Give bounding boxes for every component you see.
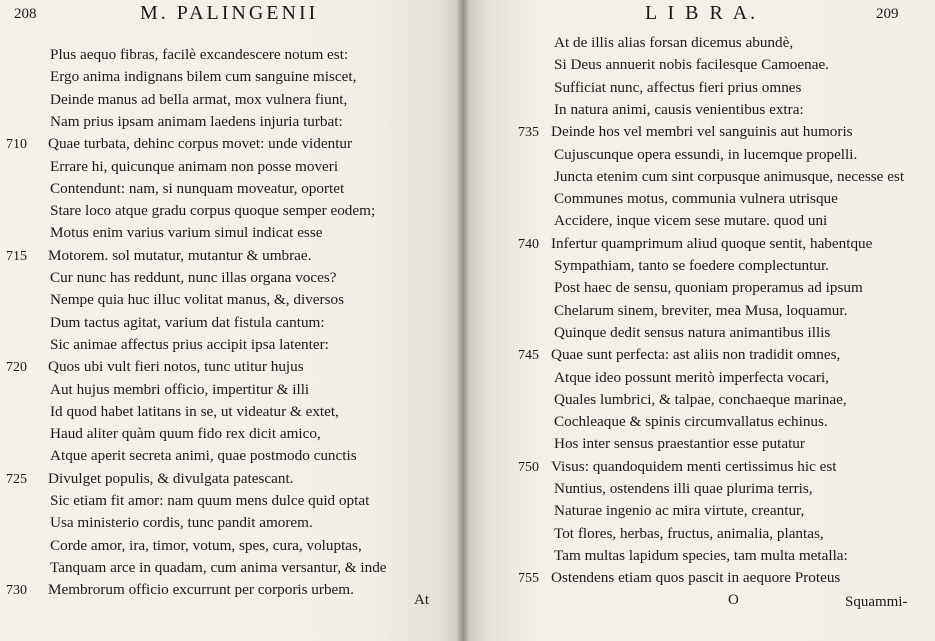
- line-number: 735: [518, 125, 539, 141]
- right-page: [462, 0, 935, 641]
- line-number: 730: [6, 583, 27, 599]
- line-number: 745: [518, 348, 539, 364]
- verse-line: Sic etiam fit amor: nam quum mens dulce quid optat: [50, 492, 370, 509]
- verse-line: Nempe quia huc illuc volitat manus, &, diversos: [50, 291, 344, 309]
- verse-line: Atque aperit secreta animi, quae postmodo cunctis: [50, 447, 357, 465]
- verse-line: Communes motus, communia vulnera utrisque: [554, 190, 838, 208]
- line-number: 740: [518, 236, 539, 252]
- verse-line: Cochleaque & spinis circumvallatus echinus.: [554, 413, 828, 431]
- verse-line: Quales lumbrici, & talpae, conchaeque marinae,: [554, 390, 847, 408]
- line-number: 715: [6, 248, 27, 264]
- verse-line: Visus: quandoquidem menti certissimus hic est: [551, 457, 837, 475]
- right-page-number: 209: [876, 6, 899, 22]
- verse-line: Nuntius, ostendens illi quae plurima terris,: [554, 480, 813, 497]
- left-page-number: 208: [14, 6, 37, 22]
- left-catchword: At: [414, 592, 429, 608]
- verse-line: Aut hujus membri officio, impertitur & illi: [50, 380, 310, 398]
- verse-line: Quos ubi vult fieri notos, tunc utitur hujus: [48, 358, 304, 376]
- verse-line: Ostendens etiam quos pascit in aequore Proteus: [551, 569, 841, 587]
- verse-line: Haud aliter quàm quum fido rex dicit amico,: [50, 425, 321, 443]
- line-number: 755: [518, 571, 539, 587]
- left-running-head: M. PALINGENII: [140, 2, 319, 24]
- verse-line: Juncta etenim cum sint corpusque animusque, necesse est: [554, 167, 905, 185]
- verse-line: Tam multas lapidum species, tam multa metalla:: [554, 546, 848, 564]
- verse-line: Chelarum sinem, breviter, mea Musa, loquamur.: [554, 301, 848, 319]
- verse-line: Corde amor, ira, timor, votum, spes, cura, voluptas,: [50, 536, 362, 554]
- right-signature-mark: O: [728, 592, 739, 608]
- line-number: 725: [6, 471, 27, 487]
- left-page: [0, 0, 462, 641]
- verse-line: Quinque dedit sensus natura animantibus illis: [554, 323, 831, 341]
- verse-line: Nam prius ipsam animam laedens injuria turbat:: [50, 112, 343, 130]
- verse-line: Divulget populis, & divulgata patescant.: [48, 469, 294, 487]
- verse-line: Contendunt: nam, si nunquam moveatur, oportet: [50, 179, 345, 197]
- verse-line: Accidere, inque vicem sese mutare. quod uni: [554, 212, 828, 230]
- book-gutter: [456, 0, 470, 641]
- verse-line: Dum tactus agitat, varium dat fistula cantum:: [50, 313, 325, 331]
- line-number: 750: [518, 459, 539, 475]
- verse-line: Membrorum officio excurrunt per corporis urbem.: [48, 581, 354, 599]
- verse-line: Naturae ingenio ac mira virtute, creantur,: [554, 502, 805, 520]
- verse-line: Stare loco atque gradu corpus quoque semper eodem;: [50, 202, 376, 220]
- verse-line: Quae turbata, dehinc corpus movet: unde videntur: [48, 135, 353, 153]
- verse-line: At de illis alias forsan dicemus abundè,: [554, 34, 794, 51]
- verse-line: Si Deus annuerit nobis facilesque Camoenae.: [554, 56, 829, 74]
- verse-line: Motus enim varius varium simul indicat esse: [50, 224, 323, 242]
- verse-line: Cujuscunque opera essundi, in lucemque propelli.: [554, 145, 858, 163]
- verse-line: Sic animae affectus prius accipit ipsa latenter:: [50, 335, 329, 353]
- verse-line: Deinde manus ad bella armat, mox vulnera fiunt,: [50, 90, 348, 108]
- verse-line: Deinde hos vel membri vel sanguinis aut humoris: [551, 123, 853, 141]
- verse-line: Quae sunt perfecta: ast aliis non tradidit omnes,: [551, 346, 841, 364]
- right-running-head: L I B R A.: [645, 2, 759, 24]
- verse-line: Usa ministerio cordis, tunc pandit amorem.: [50, 514, 313, 532]
- verse-line: In natura animi, causis venientibus extra:: [554, 100, 804, 118]
- verse-line: Sympathiam, tanto se foedere complectuntur.: [554, 257, 829, 274]
- verse-line: Ergo anima indignans bilem cum sanguine miscet,: [50, 68, 357, 86]
- verse-line: Infertur quamprimum aliud quoque sentit, habentque: [551, 234, 873, 252]
- verse-line: Tot flores, herbas, fructus, animalia, plantas,: [554, 524, 824, 542]
- verse-line: Id quod habet latitans in se, ut videatur & extet,: [50, 402, 339, 420]
- verse-line: Atque ideo possunt meritò imperfecta vocari,: [554, 368, 829, 386]
- verse-line: Sufficiat nunc, affectus fieri prius omnes: [554, 78, 802, 96]
- line-number: 710: [6, 137, 27, 153]
- verse-line: Post haec de sensu, quoniam properamus ad ipsum: [554, 279, 863, 297]
- line-number: 720: [6, 360, 27, 376]
- verse-line: Motorem. sol mutatur, mutantur & umbrae.: [48, 246, 312, 264]
- verse-line: Tanquam arce in quadam, cum anima versantur, & inde: [50, 558, 387, 576]
- verse-line: Cur nunc has reddunt, nunc illas organa voces?: [50, 269, 337, 286]
- right-catchword: Squammi-: [845, 594, 908, 610]
- verse-line: Hos inter sensus praestantior esse putatur: [554, 435, 805, 453]
- verse-line: Plus aequo fibras, facilè excandescere notum est:: [50, 46, 349, 63]
- verse-line: Errare hi, quicunque animam non posse moveri: [50, 157, 339, 175]
